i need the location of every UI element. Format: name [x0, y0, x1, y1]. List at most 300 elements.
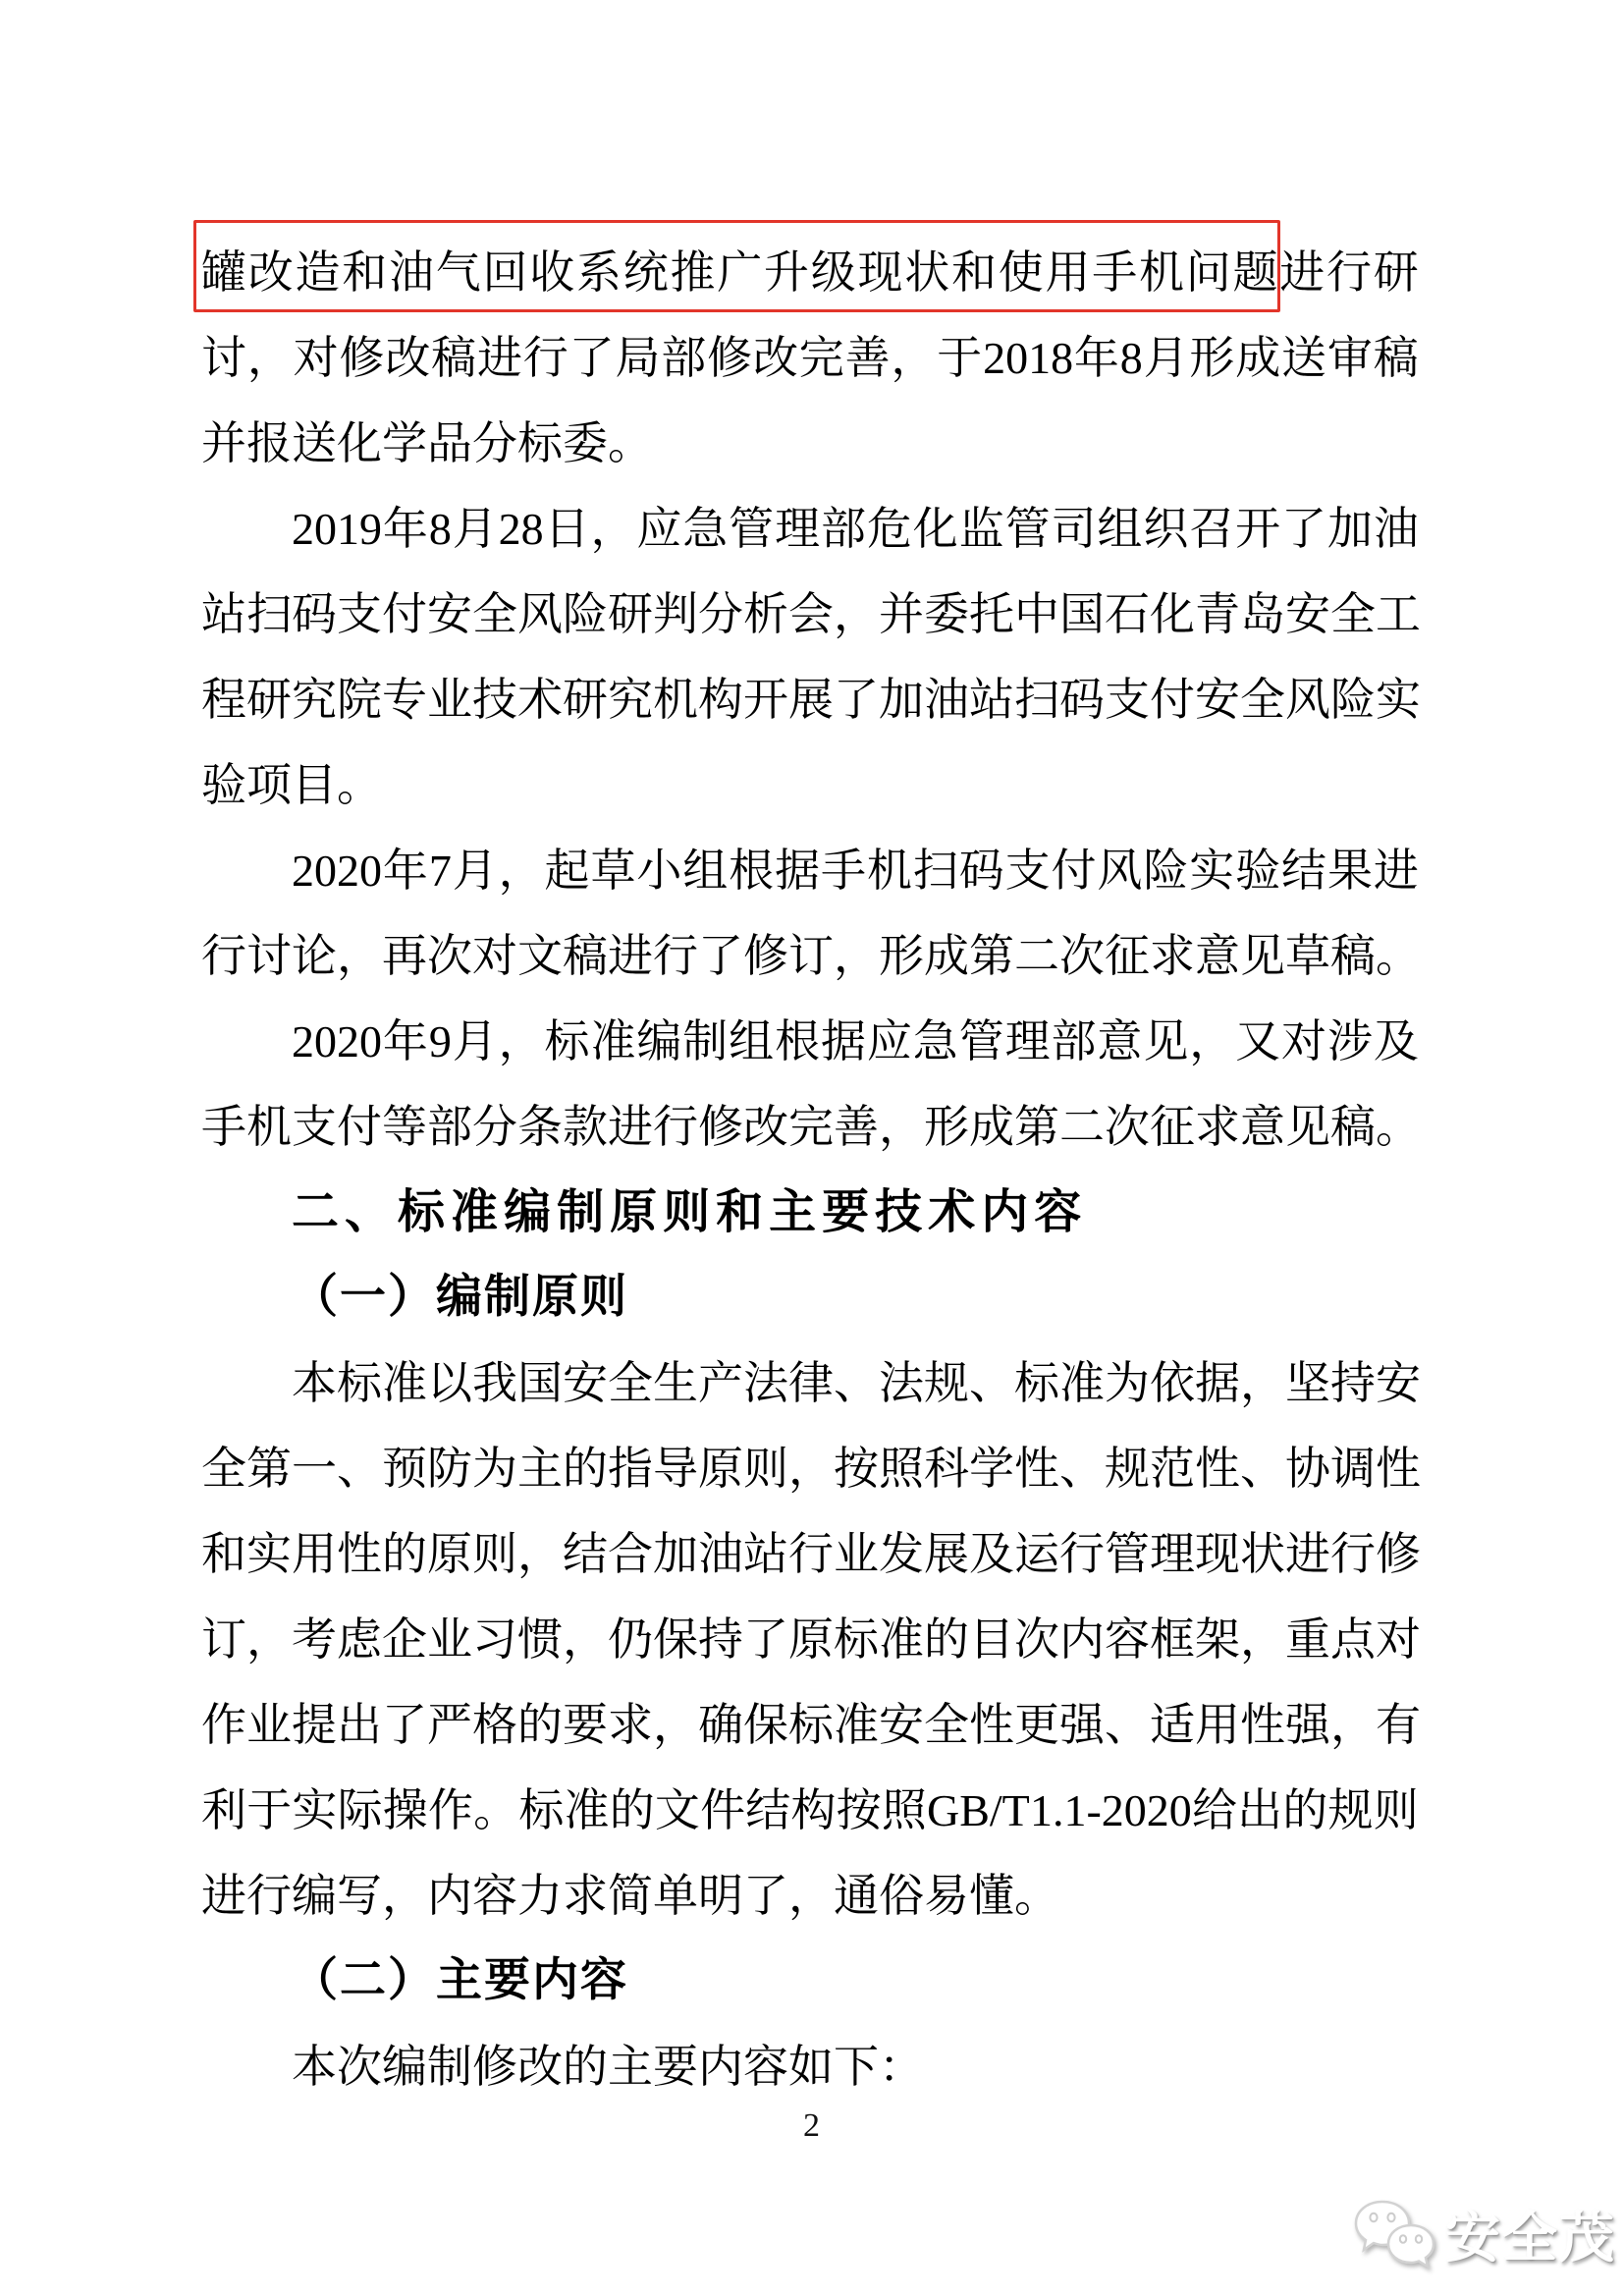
text-token: 月	[452, 503, 498, 554]
text-token: 究	[608, 674, 653, 725]
text-token: 及	[1373, 1015, 1419, 1066]
text-token: 托	[969, 588, 1014, 639]
text-token: 送	[1281, 332, 1327, 383]
text-token: 部	[661, 332, 707, 383]
text-token: 原	[698, 1443, 743, 1494]
text-token: 求	[1195, 1101, 1240, 1152]
text-token: 年	[1073, 332, 1119, 383]
text-token: 了	[698, 930, 743, 981]
text-token: 件	[700, 1784, 746, 1835]
text-token: 安	[879, 1699, 924, 1750]
text-token: ，	[563, 1613, 608, 1665]
text-token: 标	[517, 417, 563, 468]
text-token: 、	[834, 1357, 879, 1408]
text-token: 准	[834, 1699, 879, 1750]
text-token: 岛	[1240, 588, 1285, 639]
text-token: 规	[1327, 1784, 1374, 1835]
boxed-text-token: 现	[857, 246, 903, 298]
text-token: 了	[834, 674, 879, 725]
text-token: 准	[564, 1784, 610, 1835]
text-token: 业	[834, 1528, 879, 1579]
text-token: 作	[427, 1784, 473, 1835]
text-token: 稿	[431, 332, 477, 383]
text-token: 求	[608, 1699, 653, 1750]
boxed-text-token: 油	[389, 246, 434, 298]
text-token: 标	[398, 1185, 452, 1238]
text-token: 。	[1014, 1870, 1059, 1921]
text-token: 原	[788, 1613, 834, 1665]
text-token: 通	[834, 1870, 879, 1921]
text-token: 制	[557, 1185, 611, 1238]
text-token: 进	[1373, 845, 1419, 896]
text-token: 制	[427, 2041, 472, 2092]
text-token: 二	[1014, 930, 1059, 981]
text-token: 险	[1330, 674, 1376, 725]
text-token: 据	[1195, 1357, 1240, 1408]
text-token: 文	[654, 1784, 700, 1835]
text-token: 次	[427, 930, 472, 981]
text-token: 的	[563, 1443, 608, 1494]
boxed-text-token: 和	[951, 246, 997, 298]
text-token: 以	[427, 1357, 472, 1408]
text-token: 强	[1285, 1699, 1330, 1750]
text-token: 学	[969, 1443, 1014, 1494]
boxed-text-token: 问	[1185, 246, 1231, 298]
text-token: 编	[636, 1015, 682, 1066]
text-token: 习	[472, 1613, 517, 1665]
text-token: 又	[1235, 1015, 1281, 1066]
text-token: 准	[1059, 1357, 1105, 1408]
text-token: 合	[608, 1528, 653, 1579]
text-token: 容	[472, 1870, 517, 1921]
text-token: 付	[1150, 674, 1195, 725]
text-token: 意	[1097, 1015, 1143, 1066]
boxed-text-token: 和	[342, 246, 388, 298]
text-token: 国	[1059, 588, 1105, 639]
text-token: 性	[1014, 1443, 1059, 1494]
text-token: 内	[981, 1185, 1035, 1238]
text-token: 原	[610, 1185, 664, 1238]
text-token: 码	[958, 845, 1004, 896]
text-token: 业	[246, 1699, 292, 1750]
text-token: 协	[1285, 1443, 1330, 1494]
text-token: 年	[382, 1015, 428, 1066]
boxed-text-token: 收	[529, 246, 575, 298]
text-token: 本	[292, 2041, 337, 2092]
text-token: 生	[653, 1357, 698, 1408]
text-token: 形	[879, 930, 924, 981]
text-token: 站	[743, 1528, 788, 1579]
text-token: 程	[201, 674, 246, 725]
text-token: 石	[1105, 588, 1150, 639]
text-token: 站	[969, 674, 1014, 725]
text-token: ，	[1240, 1357, 1285, 1408]
text-token: 了	[743, 1613, 788, 1665]
text-token: 要	[563, 1699, 608, 1750]
text-token: 化	[337, 417, 382, 468]
text-token: 如	[788, 2041, 834, 2092]
text-token: 风	[1097, 845, 1143, 896]
text-token: ，	[834, 930, 879, 981]
text-token: 意	[1240, 1101, 1285, 1152]
text-token: ，	[337, 930, 382, 981]
text-token: 组	[729, 1015, 775, 1066]
text-token: 际	[337, 1784, 383, 1835]
text-token: 全	[924, 1699, 969, 1750]
text-token: 究	[292, 674, 337, 725]
text-token: 原	[427, 1528, 472, 1579]
text-token: 展	[788, 674, 834, 725]
text-token: 利	[201, 1784, 246, 1835]
text-token: 性	[337, 1528, 382, 1579]
text-token: 扫	[246, 588, 292, 639]
text-token: 急	[912, 1015, 958, 1066]
boxed-text-token: 广	[717, 246, 763, 298]
text-token: 一	[340, 1272, 388, 1323]
text-line	[201, 657, 1419, 742]
wechat-icon	[1353, 2198, 1439, 2279]
text-token: 部	[427, 1101, 472, 1152]
text-token: 部	[1051, 1015, 1097, 1066]
text-token: 判	[653, 588, 698, 639]
text-block	[201, 230, 1419, 2109]
text-token: 主	[517, 1443, 563, 1494]
text-token: 9	[428, 1015, 452, 1066]
text-token: 、	[1240, 1443, 1285, 1494]
text-token: 应	[636, 503, 682, 554]
text-token: 中	[1014, 588, 1059, 639]
text-token: 持	[1330, 1357, 1376, 1408]
text-token: 研	[563, 674, 608, 725]
text-token: 安	[1376, 1357, 1421, 1408]
text-token: 力	[517, 1870, 563, 1921]
boxed-text-token: 推	[670, 246, 716, 298]
text-token: 次	[1014, 1613, 1059, 1665]
text-token: 第	[969, 930, 1014, 981]
text-token: ，	[653, 1699, 698, 1750]
boxed-text-token: 升	[764, 246, 809, 298]
text-token: 行	[788, 1528, 834, 1579]
text-token: 实	[1189, 845, 1235, 896]
text-token: 内	[698, 2041, 743, 2092]
text-token: 支	[1004, 845, 1051, 896]
text-token: 要	[822, 1185, 876, 1238]
text-token: 完	[788, 1101, 834, 1152]
text-token: 年	[382, 845, 428, 896]
text-token: 单	[653, 1870, 698, 1921]
text-token: 化	[1150, 588, 1195, 639]
text-token: ，	[788, 1870, 834, 1921]
text-token: 理	[1150, 1528, 1195, 1579]
text-token: 要	[653, 2041, 698, 2092]
text-token: 7	[428, 845, 452, 896]
text-token: 运	[1014, 1528, 1059, 1579]
text-token: 研	[246, 674, 292, 725]
text-token: 求	[1150, 930, 1195, 981]
text-token: 现	[1195, 1528, 1240, 1579]
text-token: 制	[484, 1272, 532, 1323]
text-token: 手	[201, 1101, 246, 1152]
heading-line	[201, 1255, 1419, 1340]
text-token: 目	[292, 759, 337, 810]
text-token: 二	[340, 1955, 388, 2006]
text-line	[201, 1682, 1419, 1768]
text-token: 范	[1150, 1443, 1195, 1494]
text-token: 学	[382, 417, 427, 468]
text-token: ）	[388, 1955, 436, 2006]
text-token: 则	[663, 1185, 717, 1238]
text-token: 草	[590, 845, 636, 896]
text-token: 专	[382, 674, 427, 725]
text-token: 格	[472, 1699, 517, 1750]
text-token: 框	[1150, 1613, 1195, 1665]
text-token: 编	[436, 1272, 484, 1323]
text-token: 术	[517, 674, 563, 725]
text-token: 进	[1285, 1528, 1330, 1579]
text-token: 预	[382, 1443, 427, 1494]
watermark	[1353, 2196, 1618, 2280]
text-token: 验	[1235, 845, 1281, 896]
text-token: 改	[517, 2041, 563, 2092]
text-token: 按	[836, 1784, 882, 1835]
text-token: 成	[1235, 332, 1281, 383]
text-token: 状	[1240, 1528, 1285, 1579]
boxed-text-token: 回	[482, 246, 528, 298]
text-token: 论	[292, 930, 337, 981]
text-token: 对	[293, 332, 339, 383]
text-token: 编	[504, 1185, 558, 1238]
text-token: 对	[1376, 1613, 1421, 1665]
text-token: 性	[1376, 1443, 1421, 1494]
text-token: 术	[928, 1185, 982, 1238]
text-token: 2019	[292, 503, 382, 554]
text-token: 的	[517, 1699, 563, 1750]
boxed-text-token: 手	[1092, 246, 1138, 298]
boxed-text-token: 状	[904, 246, 950, 298]
text-token: 出	[1237, 1784, 1283, 1835]
text-token: 管	[1105, 1528, 1150, 1579]
text-token: 主	[436, 1955, 484, 2006]
text-token: 主	[608, 2041, 653, 2092]
text-token: 加	[1326, 503, 1373, 554]
text-token: 开	[743, 674, 788, 725]
text-token: 扫	[912, 845, 958, 896]
text-token: 形	[924, 1101, 969, 1152]
text-token: 付	[337, 1101, 382, 1152]
text-token: 更	[1014, 1699, 1059, 1750]
text-token: 危	[866, 503, 912, 554]
text-token: 标	[1014, 1357, 1059, 1408]
text-token: 修	[1376, 1528, 1421, 1579]
text-token: 文	[517, 930, 563, 981]
text-token: 对	[472, 930, 517, 981]
text-token: 善	[834, 1101, 879, 1152]
text-token: 调	[1330, 1443, 1376, 1494]
text-token: GB/T	[927, 1784, 1030, 1835]
text-token: 则	[743, 1443, 788, 1494]
text-token: 为	[1105, 1357, 1150, 1408]
text-token: 考	[292, 1613, 337, 1665]
text-token: 会	[788, 588, 834, 639]
text-line	[201, 913, 1419, 999]
text-token: 开	[1235, 503, 1281, 554]
watermark-label: 安全茂	[1445, 2207, 1616, 2269]
text-token: ，	[382, 1870, 427, 1921]
text-token: 机	[653, 674, 698, 725]
page-number: 2	[803, 2107, 820, 2144]
text-token: 月	[452, 1015, 498, 1066]
text-token: 见	[1143, 1015, 1189, 1066]
text-token: 持	[698, 1613, 743, 1665]
text-token: 司	[1051, 503, 1097, 554]
text-line	[201, 742, 1419, 828]
text-token: 见	[1285, 1101, 1330, 1152]
text-token: 目	[969, 1613, 1014, 1665]
text-token: 企	[382, 1613, 427, 1665]
text-token: 日	[544, 503, 590, 554]
text-token: 的	[924, 1613, 969, 1665]
text-token: 指	[608, 1443, 653, 1494]
text-token: 一	[292, 1443, 337, 1494]
text-token: ，	[891, 332, 937, 383]
text-token: 成	[924, 930, 969, 981]
text-token: 等	[382, 1101, 427, 1152]
text-token: 次	[1105, 1101, 1150, 1152]
text-token: 管	[1004, 503, 1051, 554]
text-token: 急	[682, 503, 729, 554]
text-token: 行	[1326, 246, 1372, 298]
text-token: 研	[608, 588, 653, 639]
text-token: 点	[1330, 1613, 1376, 1665]
text-token: 进	[608, 930, 653, 981]
text-token: 稿	[563, 930, 608, 981]
text-token: 修	[698, 1101, 743, 1152]
text-token: 依	[1150, 1357, 1195, 1408]
text-token: ，	[246, 332, 293, 383]
text-token: 理	[1004, 1015, 1051, 1066]
text-token: 制	[682, 1015, 729, 1066]
text-token: 严	[427, 1699, 472, 1750]
text-token: 虑	[337, 1613, 382, 1665]
text-token: 支	[292, 1101, 337, 1152]
text-token: 委	[563, 417, 608, 468]
text-token: 了	[743, 1870, 788, 1921]
text-token: 站	[201, 588, 246, 639]
text-token: 的	[382, 1528, 427, 1579]
text-token: 化	[912, 503, 958, 554]
text-token: 研	[1373, 246, 1419, 298]
boxed-text-token: 级	[810, 246, 856, 298]
text-token: 的	[609, 1784, 655, 1835]
text-token: 讨	[201, 332, 246, 383]
text-token: 重	[1285, 1613, 1330, 1665]
text-token: 。	[473, 1784, 519, 1835]
text-token: 法	[743, 1357, 788, 1408]
text-token: 部	[820, 503, 866, 554]
text-token: 结	[563, 1528, 608, 1579]
text-token: 委	[924, 588, 969, 639]
text-token: 见	[1240, 930, 1285, 981]
text-token: 安	[427, 588, 472, 639]
text-token: 编	[382, 2041, 427, 2092]
text-token: ，	[498, 1015, 544, 1066]
text-token: 风	[1285, 674, 1330, 725]
text-token: 、	[1059, 1443, 1105, 1494]
text-token: 标	[337, 1357, 382, 1408]
text-token: 有	[1376, 1699, 1421, 1750]
text-token: 构	[790, 1784, 837, 1835]
text-token: 原	[532, 1272, 580, 1323]
text-token: 稿	[1330, 1101, 1376, 1152]
text-token: 规	[1105, 1443, 1150, 1494]
text-token: 、	[345, 1185, 399, 1238]
text-token: 年	[382, 503, 428, 554]
text-token: 订	[788, 930, 834, 981]
text-line	[201, 1084, 1419, 1170]
text-token: 报	[246, 417, 292, 468]
text-token: 内	[532, 1955, 580, 2006]
text-token: 准	[451, 1185, 505, 1238]
boxed-text-token: 统	[622, 246, 669, 298]
text-line	[201, 486, 1419, 572]
text-token: 据	[820, 1015, 866, 1066]
text-token: 机	[246, 1101, 292, 1152]
text-token: 用	[292, 1528, 337, 1579]
text-token: 内	[427, 1870, 472, 1921]
text-token: 适	[1150, 1699, 1195, 1750]
text-line	[201, 1426, 1419, 1511]
text-token: 懂	[969, 1870, 1014, 1921]
boxed-text-token: 造	[295, 246, 341, 298]
text-token: ，	[788, 1443, 834, 1494]
text-token: 全	[608, 1357, 653, 1408]
text-token: 机	[866, 845, 912, 896]
text-token: 发	[879, 1528, 924, 1579]
text-token: 、	[1105, 1699, 1150, 1750]
text-token: 实	[246, 1528, 292, 1579]
text-line	[201, 572, 1419, 657]
text-token: 款	[563, 1101, 608, 1152]
text-token: 了	[382, 1699, 427, 1750]
text-token: ，	[517, 1528, 563, 1579]
text-token: 内	[1059, 1613, 1105, 1665]
text-token: 则	[1373, 1784, 1419, 1835]
text-token: 准	[879, 1613, 924, 1665]
text-token: 局	[615, 332, 661, 383]
text-token: ，	[590, 503, 636, 554]
text-token: ，	[498, 845, 544, 896]
text-token: 实	[1376, 674, 1421, 725]
text-token: 编	[292, 1870, 337, 1921]
text-token: 稿	[1373, 332, 1419, 383]
text-token: 28	[498, 503, 544, 554]
text-token: 月	[1143, 332, 1189, 383]
text-line	[201, 1511, 1419, 1597]
text-token: 确	[698, 1699, 743, 1750]
text-token: 保	[743, 1699, 788, 1750]
text-token: 完	[798, 332, 844, 383]
text-token: ，	[1240, 1613, 1285, 1665]
text-token: ，	[246, 1613, 292, 1665]
text-token: 容	[743, 2041, 788, 2092]
text-token: 油	[924, 674, 969, 725]
text-token: 油	[1373, 503, 1419, 554]
text-token: 析	[743, 588, 788, 639]
text-token: 2020	[292, 845, 382, 896]
text-token: 修	[472, 2041, 517, 2092]
text-token: 根	[729, 845, 775, 896]
text-token: 、	[969, 1357, 1014, 1408]
